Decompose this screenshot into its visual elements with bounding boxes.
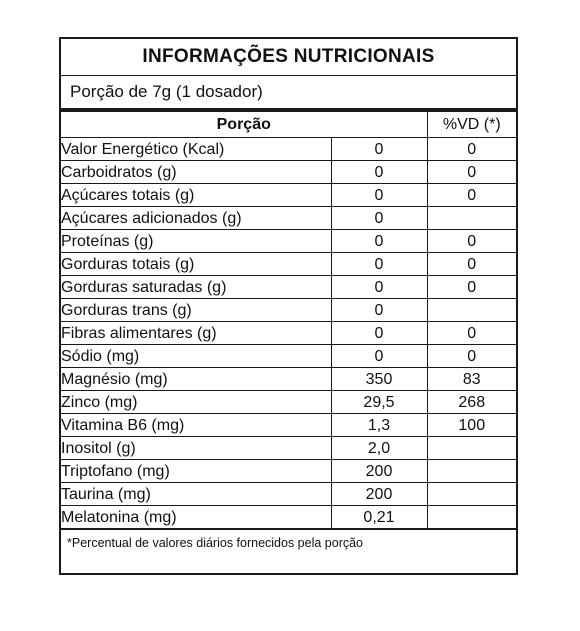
nutrient-name: Gorduras trans (g) xyxy=(61,299,331,322)
nutrient-vd: 268 xyxy=(427,391,516,414)
table-row xyxy=(61,506,516,529)
nutrient-name: Açúcares totais (g) xyxy=(61,184,331,207)
nutrient-vd: 100 xyxy=(427,414,516,437)
nutrient-vd: 0 xyxy=(427,184,516,207)
nutrient-vd: 0 xyxy=(427,253,516,276)
nutrient-name: Valor Energético (Kcal) xyxy=(61,138,331,161)
nutrient-vd: 0 xyxy=(427,322,516,345)
table-row xyxy=(61,414,516,437)
nutrient-value: 350 xyxy=(331,368,427,391)
serving-size: Porção de 7g (1 dosador) xyxy=(61,76,516,112)
nutrient-name: Sódio (mg) xyxy=(61,345,331,368)
nutrient-name: Fibras alimentares (g) xyxy=(61,322,331,345)
label-title: INFORMAÇÕES NUTRICIONAIS xyxy=(61,39,516,76)
nutrient-vd xyxy=(427,207,516,230)
footnote: *Percentual de valores diários fornecidos pela porção xyxy=(61,529,516,556)
nutrient-name: Taurina (mg) xyxy=(61,483,331,506)
nutrition-table xyxy=(61,112,516,529)
nutrient-value: 1,3 xyxy=(331,414,427,437)
nutrient-value: 0 xyxy=(331,276,427,299)
table-row xyxy=(61,230,516,253)
nutrient-value: 29,5 xyxy=(331,391,427,414)
nutrient-vd xyxy=(427,506,516,529)
table-row xyxy=(61,207,516,230)
nutrient-name: Triptofano (mg) xyxy=(61,460,331,483)
nutrient-value: 2,0 xyxy=(331,437,427,460)
nutrient-value: 0 xyxy=(331,322,427,345)
nutrient-value: 0 xyxy=(331,184,427,207)
nutrient-vd: 0 xyxy=(427,138,516,161)
nutrient-value: 200 xyxy=(331,460,427,483)
nutrient-name: Inositol (g) xyxy=(61,437,331,460)
table-row xyxy=(61,460,516,483)
table-row xyxy=(61,391,516,414)
nutrient-name: Gorduras saturadas (g) xyxy=(61,276,331,299)
nutrient-name: Gorduras totais (g) xyxy=(61,253,331,276)
nutrient-value: 0 xyxy=(331,230,427,253)
nutrient-value: 0 xyxy=(331,299,427,322)
nutrient-name: Proteínas (g) xyxy=(61,230,331,253)
nutrient-value: 0,21 xyxy=(331,506,427,529)
nutrient-name: Magnésio (mg) xyxy=(61,368,331,391)
nutrient-vd: 0 xyxy=(427,345,516,368)
vd-header: %VD (*) xyxy=(427,112,516,138)
nutrient-vd: 83 xyxy=(427,368,516,391)
nutrient-value: 0 xyxy=(331,345,427,368)
nutrient-vd: 0 xyxy=(427,230,516,253)
table-row xyxy=(61,138,516,161)
table-row xyxy=(61,437,516,460)
table-row xyxy=(61,483,516,506)
table-header-row xyxy=(61,112,516,138)
nutrient-vd: 0 xyxy=(427,161,516,184)
nutrition-rows xyxy=(61,138,516,529)
table-row xyxy=(61,322,516,345)
nutrient-vd xyxy=(427,483,516,506)
portion-header: Porção xyxy=(61,112,427,138)
nutrient-value: 0 xyxy=(331,138,427,161)
nutrient-vd xyxy=(427,437,516,460)
nutrient-name: Carboidratos (g) xyxy=(61,161,331,184)
nutrient-vd xyxy=(427,460,516,483)
nutrient-name: Melatonina (mg) xyxy=(61,506,331,529)
nutrient-value: 0 xyxy=(331,161,427,184)
table-row xyxy=(61,161,516,184)
nutrient-name: Zinco (mg) xyxy=(61,391,331,414)
nutrient-name: Açúcares adicionados (g) xyxy=(61,207,331,230)
nutrient-vd: 0 xyxy=(427,276,516,299)
nutrient-vd xyxy=(427,299,516,322)
nutrient-value: 0 xyxy=(331,207,427,230)
table-row xyxy=(61,253,516,276)
nutrient-value: 0 xyxy=(331,253,427,276)
table-row xyxy=(61,345,516,368)
nutrient-name: Vitamina B6 (mg) xyxy=(61,414,331,437)
table-row xyxy=(61,184,516,207)
table-row xyxy=(61,299,516,322)
nutrition-facts-panel xyxy=(59,37,518,575)
table-row xyxy=(61,276,516,299)
table-row xyxy=(61,368,516,391)
nutrient-value: 200 xyxy=(331,483,427,506)
